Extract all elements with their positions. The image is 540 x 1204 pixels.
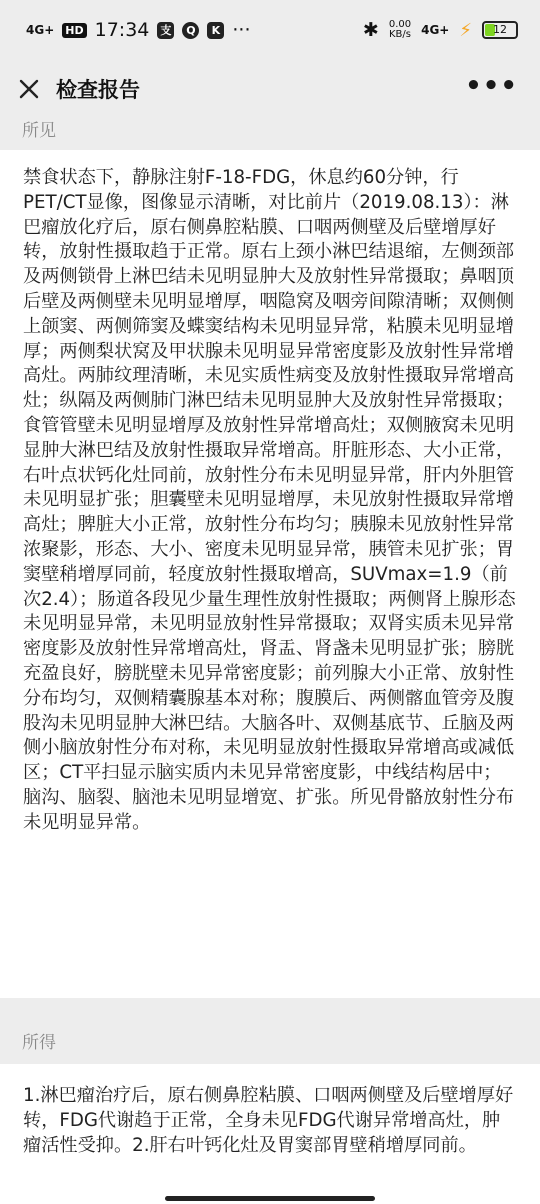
- charging-icon: ⚡: [459, 19, 472, 41]
- qq-notification-icon: Q: [182, 22, 199, 39]
- top-nav-bar: [0, 60, 540, 118]
- home-indicator[interactable]: [165, 1196, 375, 1201]
- hd-badge-icon: HD: [62, 23, 86, 38]
- more-icon: •••: [465, 71, 518, 101]
- battery-level: 12: [493, 23, 507, 36]
- battery-icon: [482, 21, 518, 39]
- conclusion-label-strip: [0, 998, 540, 1064]
- k-notification-icon: K: [207, 22, 224, 39]
- signal-strength-icon: [26, 24, 54, 36]
- findings-text: 禁食状态下，静脉注射F-18-FDG，休息约60分钟，行PET/CT显像，图像显示清晰，对比前片（2019.08.13）：淋巴瘤放化疗后，原右侧鼻腔粘膜、口咽两侧壁及后壁增厚好转，放射性摄取趋于正常。原右上颈小淋巴结退缩，左侧颈部及两侧锁骨上淋巴结未见明显肿大及放射性异常摄取；鼻咽顶后壁及两侧壁未见明显增厚，咽隐窝及咽旁间隙清晰；双侧侧上颌窦、两侧筛窦及蝶窦结构未见明显异常，粘膜未见明显增厚；两侧梨状窝及甲状腺未见明显异常密度影及放射性异常增高灶。两肺纹理清晰，未见实质性病变及放射性摄取异常增高灶；纵隔及两侧肺门淋巴结未见明显肿大及放射性异常摄取；食管管壁未见明显增厚及放射性异常增高灶；双侧腋窝未见明显肿大淋巴结及放射性摄取异常增高。肝脏形态、大小正常，右叶点状钙化灶同前，放射性分布未见明显异常，肝内外胆管未见明显扩张；胆囊壁未见明显增厚，未见放射性摄取异常增高灶；脾脏大小正常，放射性分布均匀；胰腺未见放射性异常浓聚影，形态、大小、密度未见明显异常，胰管未见扩张；胃窦壁稍增厚同前，轻度放射性摄取增高，SUVmax=1.9（前次2.4）；肠道各段见少量生理性放射性摄取；两侧肾上腺形态未见明显异常，未见明显放射性异常摄取；双肾实质未见异常密度影及放射性异常增高灶，肾盂、肾盏未见明显扩张；膀胱充盈良好，膀胱壁未见异常密度影；前列腺大小正常、放射性分布均匀，双侧精囊腺基本对称；腹膜后、两侧髂血管旁及腹股沟未见明显肿大淋巴结。大脑各叶、双侧基底节、丘脑及两侧小脑放射性分布对称，未见明显放射性摄取异常增高或减低区；CT平扫显示脑实质内未见异常密度影，中线结构居中；脑沟、脑裂、脑池未见明显增宽、扩张。所见骨骼放射性分布未见明显异常。: [23, 167, 516, 833]
- page-title: 检查报告: [56, 78, 140, 102]
- conclusion-card: [0, 1064, 540, 1204]
- net-speed-unit: KB/s: [388, 29, 411, 40]
- conclusion-text: 1.淋巴瘤治疗后，原右侧鼻腔粘膜、口咽两侧壁及后壁增厚好转，FDG代谢趋于正常，全身未见FDG代谢异常增高灶，肿瘤活性受抑。2.肝右叶钙化灶及胃窦部胃壁稍增厚同前。: [23, 1085, 514, 1156]
- signal-strength-icon-2: [421, 24, 449, 36]
- close-icon: [18, 78, 40, 100]
- net-speed-value: 0.00: [388, 19, 412, 30]
- signal-label-2: 4G+: [421, 23, 450, 37]
- findings-label-strip: [0, 118, 540, 150]
- status-bar: [0, 0, 540, 60]
- status-bar-right: [363, 19, 518, 41]
- app-notification-icon: 支: [157, 22, 174, 39]
- close-button[interactable]: [14, 74, 44, 104]
- findings-card: [0, 150, 540, 998]
- signal-label: 4G+: [26, 23, 55, 37]
- conclusion-label: 所得: [22, 1033, 56, 1053]
- bluetooth-icon: ✱: [362, 19, 379, 41]
- status-bar-left: [26, 19, 251, 41]
- net-speed: [389, 20, 411, 40]
- more-options-button[interactable]: [465, 71, 518, 101]
- more-notifications-icon: ···: [232, 19, 251, 41]
- clock: 17:34: [94, 19, 150, 41]
- findings-label: 所见: [22, 121, 56, 141]
